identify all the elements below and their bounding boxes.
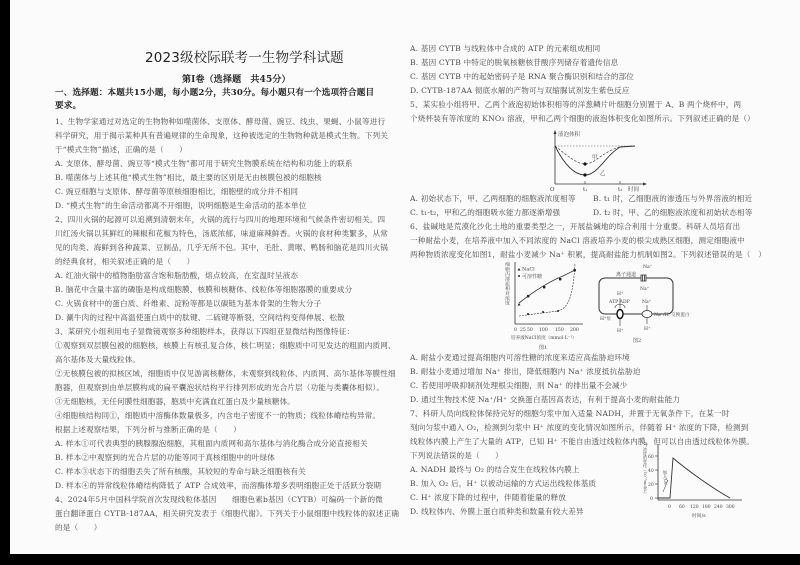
fig6-1-tick-25: 25 xyxy=(520,328,526,333)
q5-stem-2: 个烧杯装有等浓度的 KNO₃ 溶液，甲和乙两个细胞的液泡体积变化如图所示。下列叙述正确的是（） xyxy=(410,114,755,123)
q7-stem-4: 下列说法错误的是（ ） xyxy=(410,451,503,460)
q1-stem-2: 科学研究，用于揭示某种具有普遍规律的生命现象，这种被选定的生物物种就是模式生物。下列关 xyxy=(55,131,388,140)
fig5-xlabel: 时间 xyxy=(628,187,640,193)
fig7-ytick-0: 0 xyxy=(650,497,653,502)
q4-stem-2: 蛋白翻译蛋白 CYTB-187AA，相关研究发表于《细胞代谢》。下列关于小鼠细胞中线粒体的叙述正确 xyxy=(55,509,400,518)
q7-option-d: D. 线粒体内、外膜上蛋白质种类和数量有较大差异 xyxy=(410,507,584,516)
fig5-series-jia: 甲 xyxy=(592,155,598,161)
fig7-ytick-20: 20 xyxy=(648,483,654,488)
fig6-1-legend-nacl: NaCl xyxy=(522,266,535,273)
fig6-2-na-outside: Na⁺ xyxy=(643,265,653,270)
fig7-annotation: 加入O₂ xyxy=(662,470,667,485)
section-heading-cont: 要求。 xyxy=(55,101,82,111)
fig6-1-caption: 图1 xyxy=(539,345,548,351)
q3-option-b: B. 样本②中观察到的光合片层的功能等同于真核细胞中的叶绿体 xyxy=(55,453,275,462)
q7-option-a: A. NADH 最终与 O₂ 的结合发生在线粒体内膜上 xyxy=(410,465,580,474)
q2-stem-2: 川红汤火锅以其鲜红的辣椒和花椒为特色，汤底浓郁，味道麻辣鲜香。火锅的食材种类繁多，从常 xyxy=(55,229,388,238)
q7-option-c: C. H⁺ 浓度下降的过程中，伴随着能量的释放 xyxy=(410,493,566,502)
q7-option-b: B. 加入 O₂ 后，H⁺ 以被动运输的方式运出线粒体基质 xyxy=(410,479,597,488)
q5-option-b: B. t₁ 时，乙细胞液的渗透压与外界溶液的相近 xyxy=(593,194,753,203)
q5-option-a: A. 初始状态下，甲、乙两细胞的细胞液浓度相等 xyxy=(410,194,576,203)
fig6-2-caption: 图2 xyxy=(633,338,642,344)
q6-option-a: A. 耐盐小麦通过提高细胞内可溶性糖的浓度来适应高盐胁迫环境 xyxy=(410,353,630,362)
volume-heading: 第Ⅰ卷（选择题 共45分） xyxy=(182,75,291,85)
fig7-ytick-40: 40 xyxy=(648,469,654,474)
q5-option-d: D. t₂ 时，甲、乙的细胞液浓度和初始状态相等 xyxy=(593,208,753,217)
q3-option-a: A. 样本①可代表典型的胰腺腺泡细胞，其粗面内质网和高尔基体与消化酶合成分泌直接相关 xyxy=(55,439,368,448)
q1-option-a: A. 支原体、酵母菌、豌豆等“模式生物”都可用于研究生物膜系统在结构和功能上的联系 xyxy=(55,159,353,168)
q6-option-d: D. 通过生物技术使 Na⁺/H⁺ 交换蛋白基因高表达，有利于提高小麦的耐盐能力 xyxy=(410,395,681,404)
figure-h-concentration xyxy=(642,440,752,526)
fig5-tick-t1: t₁ xyxy=(583,187,588,193)
fig5-ylabel: 液泡体积 xyxy=(558,132,581,138)
q3-stem-2: ①观察到双层膜包被的细胞核，核膜上有核孔复合体，核仁明显；细胞质中可见发达的粗面内质网、 xyxy=(55,341,396,350)
q4-option-d: D. CYTB-187AA 彻底水解的产物可与双缩脲试剂发生紫色反应 xyxy=(410,86,630,95)
fig6-2-h-inside: H⁺ xyxy=(617,292,624,297)
q7-stem-3: 线粒体内膜上产生了大量的 ATP，已知 H⁺ 不能自由透过线粒体内膜，但可以自由透过线粒体外膜。 xyxy=(410,437,755,446)
fig7-xtick-180: 180 xyxy=(702,505,711,510)
q1-option-d: D. “模式生物”的生命活动都离不开细胞，说明细胞是生命活动的基本单位 xyxy=(55,201,307,210)
fig6-2-h-pump: H⁺泵 xyxy=(600,317,612,322)
q1-stem-3: 于“模式生物”描述，正确的是（ ） xyxy=(55,145,187,154)
fig7-xlabel: 时间/s xyxy=(692,514,706,519)
q6-option-b: B. 耐盐小麦通过增加 Na⁺ 排出，降低细胞内 Na⁺ 浓度抵抗盐胁迫 xyxy=(410,367,641,376)
q7-stem-2: 刻向匀浆中通入 O₂，检测到匀浆中 H⁺ 浓度的变化情况如图所示，伴随着 H⁺ 浓度的下降，检测到 xyxy=(410,423,749,432)
fig6-1-tick-50: 50 xyxy=(527,328,533,333)
fig6-2-na-exchange: Na⁺ xyxy=(642,300,652,305)
fig7-ylabel: H⁺浓度的变化（10⁻⁹mol/L） xyxy=(643,442,648,496)
q3-option-c: C. 样本③状态下的细胞丢失了所有核酸，其较短的寿命与缺乏细胞核有关 xyxy=(55,467,306,476)
fig6-1-tick-100: 100 xyxy=(539,328,548,333)
q6-option-c: C. 若使用呼吸抑制剂处理根尖细胞，则 Na⁺ 的排出量不会减少 xyxy=(410,381,628,390)
q1-stem-1: 1、生物学家通过对选定的生物物种如噬菌体、支原体、酵母菌、豌豆、线虫、果蝇、小鼠等进行 xyxy=(55,117,386,126)
fig5-tick-t2: t₂ xyxy=(618,187,623,193)
fig6-2-h-outside-1: H⁺ xyxy=(617,329,624,334)
q2-option-b: B. 脑花中含量丰富的磷脂是构成细胞膜、核膜和核糖体、线粒体等细胞器膜的重要成分 xyxy=(55,285,353,294)
figure-2-membrane-transport xyxy=(593,262,708,346)
fig7-ytick-60: 60 xyxy=(648,455,654,460)
fig7-xtick-0: 0 xyxy=(668,505,671,510)
fig6-2-na-inside: Na⁺ xyxy=(640,287,650,292)
q2-option-a: A. 红油火锅中的植物脂肪富含饱和脂肪酸，熔点较高，在室温时呈液态 xyxy=(55,271,299,280)
q6-stem-3: 两种物质浓度变化如图1，耐盐小麦减少 Na⁺ 积累，提高耐盐能力机制如图2。下列叙述错误的是（ ） xyxy=(410,250,766,259)
fig7-xtick-240: 240 xyxy=(714,505,723,510)
fig5-origin: O xyxy=(550,187,555,193)
fig7-xtick-120: 120 xyxy=(690,505,699,510)
q3-stem-4: ②无核膜包被的拟核区域，细胞质中仅见游离核糖体，未观察到线粒体、内质网、高尔基体等膜性细 xyxy=(55,369,396,378)
q3-stem-7: ④细胞核结构同①，细胞质中溶酶体数量极多，内含电子密度不一的物质；线粒体嵴结构异常。 xyxy=(55,411,381,420)
fig7-xtick-60: 60 xyxy=(679,505,685,510)
q3-stem-1: 3、某研究小组利用电子显微镜观察多种细胞样本，获得以下四组亚显微结构图像特征： xyxy=(55,327,355,336)
q2-option-d: D. 涮牛肉的过程中高温使蛋白质中的肽键、二硫键等断裂，空间结构变得伸展、松散 xyxy=(55,313,345,322)
exam-title: 2023级校际联考一生物学科试题 xyxy=(145,50,344,66)
q1-option-b: B. 噬菌体与上述其他“模式生物”相比，最主要的区别是无由核膜包被的细胞核 xyxy=(55,173,322,182)
fig6-2-h-outside-2: H⁺ xyxy=(644,327,651,332)
q2-stem-3: 见的肉类、海鲜到各种蔬菜、豆制品，几乎无所不包。其中，毛肚、黄喉、鸭肠和脑花是四川火锅 xyxy=(55,243,388,252)
q7-stem-1: 7、科研人员向线粒体保持完好的细胞匀浆中加入适量 NADH，并置于无氧条件下，在某一时 xyxy=(410,409,730,418)
fig6-1-ylabel: 细胞内溶质相对浓度 xyxy=(504,262,509,306)
q2-stem-1: 2、四川火锅的起源可以追溯到清朝末年，火锅的流行与四川的地理环境和气候条件密切相关。四 xyxy=(55,215,386,224)
q3-stem-5: 胞器，但观察到由单层膜构成的扁平囊泡状结构平行排列形成的光合片层（功能与类囊体相似）。 xyxy=(55,383,385,392)
q3-stem-6: ③无细胞核，无任何膜性细胞器，胞质中充满血红蛋白及少量核糖体。 xyxy=(55,397,296,406)
q1-option-c: C. 豌豆细胞与支原体、酵母菌等原核细胞相比，细胞壁的成分并不相同 xyxy=(55,187,299,196)
q5-option-c: C. t₁-t₂，甲和乙的细胞吸水能力都逐渐增强 xyxy=(410,208,561,217)
q2-stem-4: 的经典食材，相关叙述正确的是（ ） xyxy=(55,257,195,266)
q4-option-c: C. 基因 CYTB 中的起始密码子是 RNA 聚合酶识别和结合的部位 xyxy=(410,72,635,81)
exam-page xyxy=(10,0,800,554)
figure-vacuole-volume xyxy=(540,128,650,196)
fig5-series-yi: 乙 xyxy=(600,171,606,177)
q6-stem-1: 6、盐碱地是荒漠化沙化土地的重要类型之一，开展盐碱地的综合利用十分重要。科研人员培育出 xyxy=(410,222,741,231)
fig6-2-atp-adp: ATP ADP xyxy=(609,300,630,305)
q4-stem-3: 的是（ ） xyxy=(55,523,102,532)
fig6-2-exchanger: Na⁺/H⁺交换蛋白 xyxy=(654,313,690,318)
q4-stem-1: 4、2024年5月中国科学院首次发现线粒体基因 细胞色素b基因（CYTB）可编码一个新的微 xyxy=(55,495,383,504)
q5-stem-1: 5、某实验小组将甲、乙两个液泡初始体积相等的洋葱鳞片叶细胞分别置于 A、B 两个烧杯中，两 xyxy=(410,100,742,109)
fig6-2-ion-channel: 离子通道 xyxy=(616,272,637,278)
fig7-xtick-300: 300 xyxy=(726,505,735,510)
fig6-1-legend-sugar: 可溶性糖 xyxy=(522,274,543,280)
fig6-1-tick-150: 150 xyxy=(555,328,564,333)
q3-stem-8: 根据上述观察结果，下列分析与推断正确的是（ ） xyxy=(55,425,241,434)
fig6-1-xlabel: 培养液NaCl浓度（mmol·L⁻¹） xyxy=(511,336,577,341)
q4-option-b: B. 基因 CYTB 中特定的脱氧核糖核苷酸序列储存着遗传信息 xyxy=(410,58,619,67)
figure-1-solute-concentration xyxy=(503,258,589,351)
fig6-1-tick-200: 200 xyxy=(570,328,579,333)
q2-option-c: C. 火锅食材中的蛋白质、纤维素、淀粉等都是以碳链为基本骨架的生物大分子 xyxy=(55,299,322,308)
q6-stem-2: 一种耐盐小麦，在培养液中加入不同浓度的 NaCl 溶液培养小麦的根尖成熟区细胞，测定细胞液中 xyxy=(410,236,745,245)
fig6-1-tick-0: 0 xyxy=(514,328,517,333)
q3-option-d: D. 样本④的异常线粒体嵴结构降低了 ATP 合成效率，而溶酶体增多表明细胞正处于活跃分裂期 xyxy=(55,481,382,490)
section-heading: 一、选择题：本题共15小题，每小题2分，共30分。每小题只有一个选项符合题目 xyxy=(55,88,375,98)
q3-stem-3: 高尔基体及大量线粒体。 xyxy=(55,355,141,364)
q4-option-a: A. 基因 CYTB 与线粒体中合成的 ATP 的元素组成相同 xyxy=(410,44,601,53)
